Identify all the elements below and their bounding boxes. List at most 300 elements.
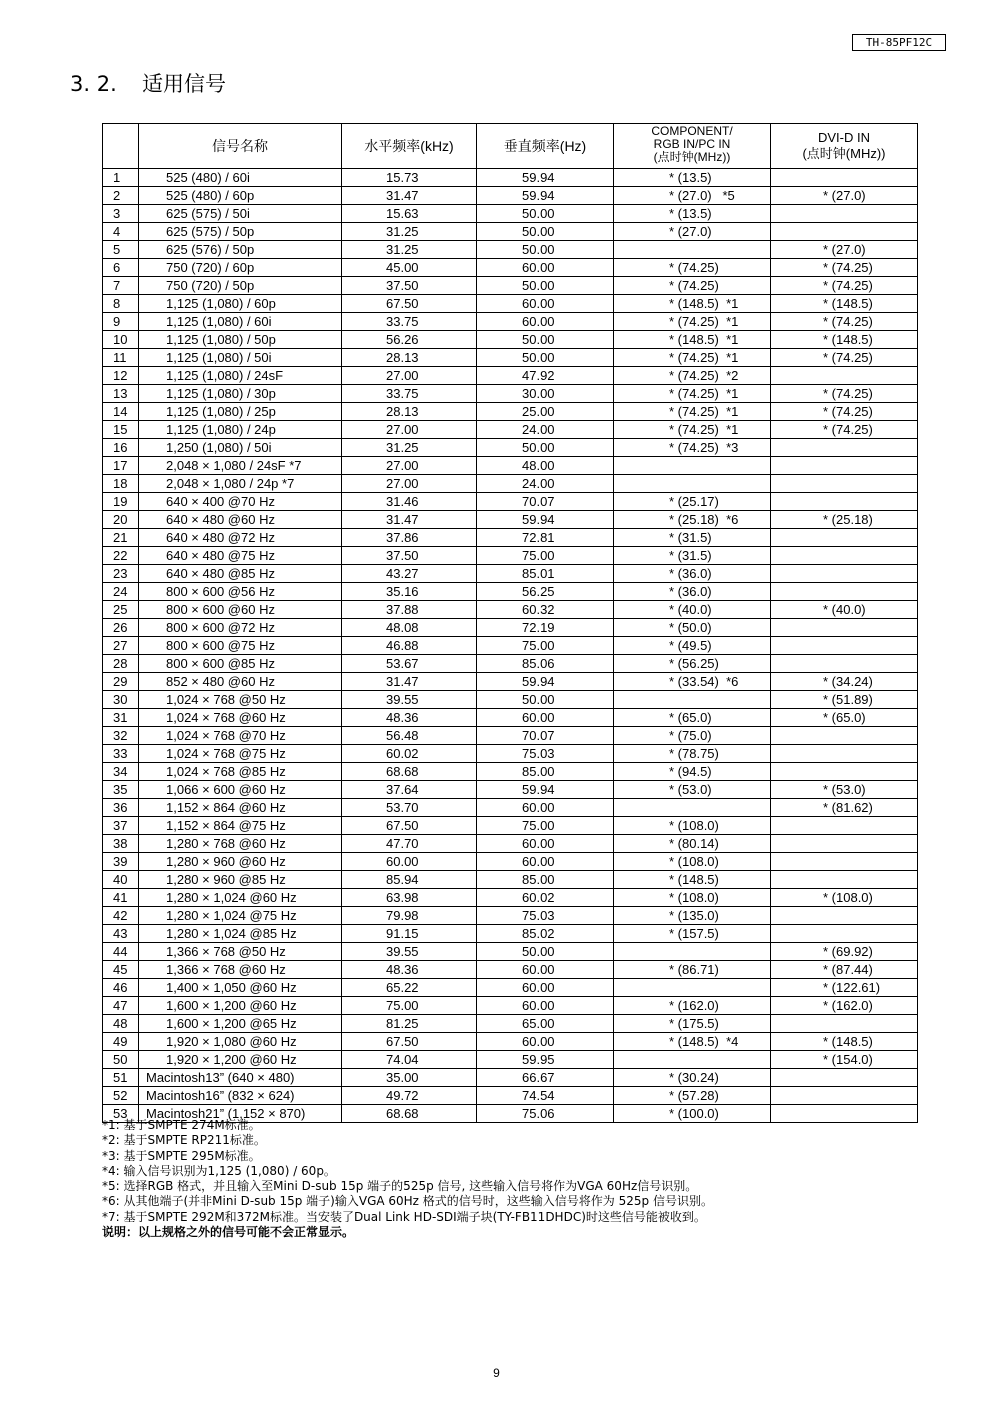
dvi-d-clock — [771, 1069, 918, 1087]
header-number — [103, 124, 139, 169]
signal-name: 1,125 (1,080) / 24sF — [139, 367, 342, 385]
table-row — [103, 601, 918, 619]
component-rgb-clock: * (25.17) — [614, 493, 771, 511]
dvi-d-clock — [771, 205, 918, 223]
horizontal-frequency: 68.68 — [342, 1105, 477, 1123]
row-number: 19 — [103, 493, 139, 511]
signal-name: Macintosh21” (1,152 × 870) — [139, 1105, 342, 1123]
table-row — [103, 439, 918, 457]
signal-name: 800 × 600 @75 Hz — [139, 637, 342, 655]
horizontal-frequency: 37.64 — [342, 781, 477, 799]
vertical-frequency: 48.00 — [477, 457, 614, 475]
signal-name: Macintosh16” (832 × 624) — [139, 1087, 342, 1105]
signal-name: 2,048 × 1,080 / 24sF *7 — [139, 457, 342, 475]
dvi-d-clock — [771, 835, 918, 853]
component-rgb-clock: * (36.0) — [614, 583, 771, 601]
component-rgb-clock: * (33.54) *6 — [614, 673, 771, 691]
table-row — [103, 979, 918, 997]
component-rgb-clock: * (148.5) *1 — [614, 295, 771, 313]
row-number: 52 — [103, 1087, 139, 1105]
table-row — [103, 295, 918, 313]
table-row — [103, 457, 918, 475]
table-row — [103, 871, 918, 889]
dvi-d-clock — [771, 871, 918, 889]
table-row — [103, 673, 918, 691]
row-number: 11 — [103, 349, 139, 367]
dvi-d-clock — [771, 223, 918, 241]
signal-name: 1,125 (1,080) / 60p — [139, 295, 342, 313]
table-row — [103, 655, 918, 673]
horizontal-frequency: 48.36 — [342, 961, 477, 979]
table-row — [103, 421, 918, 439]
signal-name: 1,280 × 960 @85 Hz — [139, 871, 342, 889]
row-number: 13 — [103, 385, 139, 403]
dvi-d-clock — [771, 763, 918, 781]
signal-name: 525 (480) / 60p — [139, 187, 342, 205]
row-number: 39 — [103, 853, 139, 871]
signal-name: 800 × 600 @72 Hz — [139, 619, 342, 637]
row-number: 17 — [103, 457, 139, 475]
row-number: 43 — [103, 925, 139, 943]
table-row — [103, 961, 918, 979]
row-number: 1 — [103, 169, 139, 187]
signal-name: 1,366 × 768 @60 Hz — [139, 961, 342, 979]
vertical-frequency: 60.00 — [477, 313, 614, 331]
dvi-d-clock: * (69.92) — [771, 943, 918, 961]
component-rgb-clock: * (157.5) — [614, 925, 771, 943]
component-rgb-clock: * (74.25) — [614, 259, 771, 277]
row-number: 24 — [103, 583, 139, 601]
horizontal-frequency: 60.00 — [342, 853, 477, 871]
component-rgb-clock: * (148.5) — [614, 871, 771, 889]
vertical-frequency: 75.03 — [477, 907, 614, 925]
component-rgb-clock: * (50.0) — [614, 619, 771, 637]
signal-name: 750 (720) / 50p — [139, 277, 342, 295]
horizontal-frequency: 37.50 — [342, 277, 477, 295]
row-number: 7 — [103, 277, 139, 295]
dvi-d-clock — [771, 655, 918, 673]
component-rgb-clock — [614, 943, 771, 961]
table-row — [103, 205, 918, 223]
horizontal-frequency: 28.13 — [342, 403, 477, 421]
dvi-d-clock: * (27.0) — [771, 241, 918, 259]
horizontal-frequency: 67.50 — [342, 1033, 477, 1051]
signal-name: 1,400 × 1,050 @60 Hz — [139, 979, 342, 997]
table-row — [103, 889, 918, 907]
vertical-frequency: 50.00 — [477, 331, 614, 349]
dvi-d-clock — [771, 907, 918, 925]
table-row — [103, 529, 918, 547]
signal-name: 1,125 (1,080) / 50p — [139, 331, 342, 349]
dvi-d-clock — [771, 583, 918, 601]
vertical-frequency: 70.07 — [477, 727, 614, 745]
dvi-d-clock: * (87.44) — [771, 961, 918, 979]
component-rgb-clock: * (74.25) *1 — [614, 421, 771, 439]
section-heading: 适用信号 — [142, 72, 226, 96]
table-row — [103, 313, 918, 331]
component-rgb-clock — [614, 241, 771, 259]
signal-name: 1,600 × 1,200 @60 Hz — [139, 997, 342, 1015]
vertical-frequency: 60.00 — [477, 295, 614, 313]
row-number: 6 — [103, 259, 139, 277]
horizontal-frequency: 68.68 — [342, 763, 477, 781]
table-row — [103, 637, 918, 655]
table-row — [103, 385, 918, 403]
dvi-d-clock — [771, 547, 918, 565]
row-number: 34 — [103, 763, 139, 781]
component-rgb-clock: * (135.0) — [614, 907, 771, 925]
header-horizontal-frequency: 水平频率(kHz) — [342, 124, 477, 169]
component-rgb-clock: * (74.25) *1 — [614, 403, 771, 421]
footnote: *7: 基于SMPTE 292M和372M标准。当安装了Dual Link HD-SDI端子块(TY-FB11DHDC)时这些信号能被收到。 — [102, 1209, 706, 1224]
row-number: 5 — [103, 241, 139, 259]
dvi-d-clock: * (74.25) — [771, 277, 918, 295]
dvi-d-clock — [771, 817, 918, 835]
horizontal-frequency: 39.55 — [342, 691, 477, 709]
component-rgb-clock: * (31.5) — [614, 529, 771, 547]
signal-name: 1,920 × 1,200 @60 Hz — [139, 1051, 342, 1069]
component-rgb-clock: * (49.5) — [614, 637, 771, 655]
dvi-d-clock: * (25.18) — [771, 511, 918, 529]
signal-name: 1,125 (1,080) / 30p — [139, 385, 342, 403]
row-number: 2 — [103, 187, 139, 205]
table-row — [103, 691, 918, 709]
vertical-frequency: 66.67 — [477, 1069, 614, 1087]
component-rgb-clock: * (74.25) — [614, 277, 771, 295]
signal-name: 1,600 × 1,200 @65 Hz — [139, 1015, 342, 1033]
dvi-d-clock: * (148.5) — [771, 1033, 918, 1051]
signal-name: 1,024 × 768 @60 Hz — [139, 709, 342, 727]
vertical-frequency: 60.00 — [477, 1033, 614, 1051]
row-number: 23 — [103, 565, 139, 583]
row-number: 40 — [103, 871, 139, 889]
row-number: 46 — [103, 979, 139, 997]
dvi-d-clock — [771, 1015, 918, 1033]
dvi-d-clock: * (27.0) — [771, 187, 918, 205]
table-row — [103, 241, 918, 259]
signal-name: 1,152 × 864 @60 Hz — [139, 799, 342, 817]
row-number: 21 — [103, 529, 139, 547]
footnote: *1: 基于SMPTE 274M标准。 — [102, 1118, 261, 1132]
horizontal-frequency: 91.15 — [342, 925, 477, 943]
table-row — [103, 475, 918, 493]
table-row — [103, 583, 918, 601]
horizontal-frequency: 35.16 — [342, 583, 477, 601]
vertical-frequency: 24.00 — [477, 475, 614, 493]
row-number: 36 — [103, 799, 139, 817]
horizontal-frequency: 15.73 — [342, 169, 477, 187]
signal-name: 625 (575) / 50i — [139, 205, 342, 223]
table-row — [103, 817, 918, 835]
horizontal-frequency: 46.88 — [342, 637, 477, 655]
horizontal-frequency: 43.27 — [342, 565, 477, 583]
horizontal-frequency: 81.25 — [342, 1015, 477, 1033]
dvi-d-clock — [771, 565, 918, 583]
component-rgb-clock: * (100.0) — [614, 1105, 771, 1123]
vertical-frequency: 60.00 — [477, 853, 614, 871]
signal-name: 1,280 × 1,024 @60 Hz — [139, 889, 342, 907]
row-number: 37 — [103, 817, 139, 835]
signal-name: Macintosh13” (640 × 480) — [139, 1069, 342, 1087]
component-rgb-clock: * (25.18) *6 — [614, 511, 771, 529]
footnote: *3: 基于SMPTE 295M标准。 — [102, 1148, 261, 1163]
vertical-frequency: 60.00 — [477, 979, 614, 997]
table-body — [103, 169, 918, 1123]
horizontal-frequency: 49.72 — [342, 1087, 477, 1105]
vertical-frequency: 72.81 — [477, 529, 614, 547]
signal-name: 1,125 (1,080) / 60i — [139, 313, 342, 331]
signal-name: 625 (575) / 50p — [139, 223, 342, 241]
vertical-frequency: 30.00 — [477, 385, 614, 403]
row-number: 45 — [103, 961, 139, 979]
row-number: 35 — [103, 781, 139, 799]
component-rgb-clock: * (74.25) *3 — [614, 439, 771, 457]
vertical-frequency: 75.06 — [477, 1105, 614, 1123]
dvi-d-clock: * (162.0) — [771, 997, 918, 1015]
table-row — [103, 907, 918, 925]
horizontal-frequency: 56.26 — [342, 331, 477, 349]
horizontal-frequency: 33.75 — [342, 313, 477, 331]
vertical-frequency: 59.95 — [477, 1051, 614, 1069]
vertical-frequency: 50.00 — [477, 349, 614, 367]
horizontal-frequency: 31.46 — [342, 493, 477, 511]
horizontal-frequency: 31.47 — [342, 673, 477, 691]
horizontal-frequency: 31.25 — [342, 223, 477, 241]
vertical-frequency: 85.01 — [477, 565, 614, 583]
dvi-d-clock — [771, 367, 918, 385]
vertical-frequency: 60.00 — [477, 799, 614, 817]
row-number: 49 — [103, 1033, 139, 1051]
component-rgb-clock — [614, 457, 771, 475]
dvi-d-clock: * (40.0) — [771, 601, 918, 619]
row-number: 16 — [103, 439, 139, 457]
component-rgb-clock: * (86.71) — [614, 961, 771, 979]
row-number: 26 — [103, 619, 139, 637]
horizontal-frequency: 15.63 — [342, 205, 477, 223]
table-row — [103, 403, 918, 421]
signal-name: 1,152 × 864 @75 Hz — [139, 817, 342, 835]
component-rgb-clock: * (53.0) — [614, 781, 771, 799]
signal-name: 1,024 × 768 @70 Hz — [139, 727, 342, 745]
component-rgb-clock: * (36.0) — [614, 565, 771, 583]
component-rgb-clock: * (74.25) *2 — [614, 367, 771, 385]
vertical-frequency: 50.00 — [477, 277, 614, 295]
table-row — [103, 565, 918, 583]
horizontal-frequency: 39.55 — [342, 943, 477, 961]
dvi-d-clock: * (74.25) — [771, 421, 918, 439]
table-row — [103, 745, 918, 763]
signal-name: 640 × 480 @75 Hz — [139, 547, 342, 565]
dvi-d-clock: * (81.62) — [771, 799, 918, 817]
dvi-d-clock — [771, 475, 918, 493]
table-row — [103, 547, 918, 565]
dvi-d-clock — [771, 727, 918, 745]
signal-name: 1,024 × 768 @75 Hz — [139, 745, 342, 763]
signal-name: 800 × 600 @60 Hz — [139, 601, 342, 619]
table-row — [103, 259, 918, 277]
component-rgb-clock: * (13.5) — [614, 205, 771, 223]
vertical-frequency: 72.19 — [477, 619, 614, 637]
dvi-d-clock: * (34.24) — [771, 673, 918, 691]
page-number: 9 — [493, 1366, 500, 1380]
dvi-d-clock: * (65.0) — [771, 709, 918, 727]
table-row — [103, 781, 918, 799]
horizontal-frequency: 33.75 — [342, 385, 477, 403]
dvi-d-clock — [771, 457, 918, 475]
component-rgb-clock: * (56.25) — [614, 655, 771, 673]
dvi-d-clock: * (74.25) — [771, 313, 918, 331]
table-row — [103, 997, 918, 1015]
row-number: 47 — [103, 997, 139, 1015]
horizontal-frequency: 79.98 — [342, 907, 477, 925]
row-number: 20 — [103, 511, 139, 529]
vertical-frequency: 75.00 — [477, 817, 614, 835]
component-rgb-clock: * (108.0) — [614, 853, 771, 871]
component-rgb-clock: * (74.25) *1 — [614, 385, 771, 403]
table-row — [103, 709, 918, 727]
vertical-frequency: 60.00 — [477, 835, 614, 853]
horizontal-frequency: 53.67 — [342, 655, 477, 673]
vertical-frequency: 60.00 — [477, 259, 614, 277]
horizontal-frequency: 31.47 — [342, 187, 477, 205]
row-number: 25 — [103, 601, 139, 619]
dvi-d-clock: * (74.25) — [771, 349, 918, 367]
component-rgb-clock: * (27.0) — [614, 223, 771, 241]
table-row — [103, 493, 918, 511]
footnote-list — [102, 1118, 713, 1225]
component-rgb-clock: * (175.5) — [614, 1015, 771, 1033]
signal-name: 525 (480) / 60i — [139, 169, 342, 187]
vertical-frequency: 60.00 — [477, 961, 614, 979]
dvi-d-clock: * (53.0) — [771, 781, 918, 799]
horizontal-frequency: 28.13 — [342, 349, 477, 367]
row-number: 33 — [103, 745, 139, 763]
table-row — [103, 349, 918, 367]
header-dvi-d: DVI-D IN (点时钟(MHz)) — [771, 124, 918, 169]
horizontal-frequency: 27.00 — [342, 367, 477, 385]
signal-name: 1,125 (1,080) / 25p — [139, 403, 342, 421]
component-rgb-clock: * (108.0) — [614, 817, 771, 835]
footnote: *2: 基于SMPTE RP211标准。 — [102, 1133, 266, 1148]
vertical-frequency: 59.94 — [477, 169, 614, 187]
dvi-d-clock: * (122.61) — [771, 979, 918, 997]
horizontal-frequency: 37.86 — [342, 529, 477, 547]
table-row — [103, 1087, 918, 1105]
table-row — [103, 367, 918, 385]
footnote: *5: 选择RGB 格式，并且输入至Mini D-sub 15p 端子的525p 信号, 这些输入信号将作为VGA 60Hz信号识别。 — [102, 1179, 698, 1194]
signal-name: 1,250 (1,080) / 50i — [139, 439, 342, 457]
signal-name: 800 × 600 @56 Hz — [139, 583, 342, 601]
table-header-row — [103, 124, 918, 169]
row-number: 10 — [103, 331, 139, 349]
vertical-frequency: 59.94 — [477, 511, 614, 529]
vertical-frequency: 60.00 — [477, 709, 614, 727]
signal-name: 1,024 × 768 @85 Hz — [139, 763, 342, 781]
vertical-frequency: 50.00 — [477, 439, 614, 457]
signal-name: 1,125 (1,080) / 24p — [139, 421, 342, 439]
table-row — [103, 925, 918, 943]
vertical-frequency: 85.00 — [477, 871, 614, 889]
dvi-d-clock: * (108.0) — [771, 889, 918, 907]
horizontal-frequency: 37.88 — [342, 601, 477, 619]
header-component-rgb: COMPONENT/ RGB IN/PC IN (点时钟(MHz)) — [614, 124, 771, 169]
header-vertical-frequency: 垂直频率(Hz) — [477, 124, 614, 169]
horizontal-frequency: 63.98 — [342, 889, 477, 907]
row-number: 32 — [103, 727, 139, 745]
component-rgb-clock: * (40.0) — [614, 601, 771, 619]
dvi-d-clock — [771, 619, 918, 637]
horizontal-frequency: 31.47 — [342, 511, 477, 529]
vertical-frequency: 47.92 — [477, 367, 614, 385]
component-rgb-clock — [614, 475, 771, 493]
table-row — [103, 619, 918, 637]
vertical-frequency: 24.00 — [477, 421, 614, 439]
table-row — [103, 943, 918, 961]
horizontal-frequency: 37.50 — [342, 547, 477, 565]
horizontal-frequency: 48.08 — [342, 619, 477, 637]
dvi-d-clock: * (74.25) — [771, 385, 918, 403]
horizontal-frequency: 67.50 — [342, 295, 477, 313]
component-rgb-clock: * (75.0) — [614, 727, 771, 745]
vertical-frequency: 25.00 — [477, 403, 614, 421]
row-number: 4 — [103, 223, 139, 241]
horizontal-frequency: 85.94 — [342, 871, 477, 889]
row-number: 44 — [103, 943, 139, 961]
component-rgb-clock: * (65.0) — [614, 709, 771, 727]
dvi-d-clock: * (74.25) — [771, 259, 918, 277]
vertical-frequency: 85.06 — [477, 655, 614, 673]
vertical-frequency: 75.03 — [477, 745, 614, 763]
horizontal-frequency: 74.04 — [342, 1051, 477, 1069]
row-number: 30 — [103, 691, 139, 709]
dvi-d-clock — [771, 529, 918, 547]
table-row — [103, 169, 918, 187]
signal-name: 625 (576) / 50p — [139, 241, 342, 259]
horizontal-frequency: 47.70 — [342, 835, 477, 853]
component-rgb-clock: * (80.14) — [614, 835, 771, 853]
component-rgb-clock: * (31.5) — [614, 547, 771, 565]
row-number: 12 — [103, 367, 139, 385]
component-rgb-clock: * (94.5) — [614, 763, 771, 781]
table-row — [103, 853, 918, 871]
table-row — [103, 763, 918, 781]
table-row — [103, 511, 918, 529]
horizontal-frequency: 31.25 — [342, 439, 477, 457]
table-row — [103, 1069, 918, 1087]
component-rgb-clock: * (57.28) — [614, 1087, 771, 1105]
dvi-d-clock — [771, 1105, 918, 1123]
signal-table — [102, 123, 918, 1123]
component-rgb-clock: * (13.5) — [614, 169, 771, 187]
component-rgb-clock: * (162.0) — [614, 997, 771, 1015]
row-number: 48 — [103, 1015, 139, 1033]
vertical-frequency: 50.00 — [477, 943, 614, 961]
component-rgb-clock: * (74.25) *1 — [614, 349, 771, 367]
horizontal-frequency: 65.22 — [342, 979, 477, 997]
table-row — [103, 1015, 918, 1033]
signal-name: 640 × 480 @72 Hz — [139, 529, 342, 547]
table-row — [103, 187, 918, 205]
component-rgb-clock — [614, 979, 771, 997]
vertical-frequency: 60.00 — [477, 997, 614, 1015]
section-title — [70, 68, 226, 98]
dvi-d-clock — [771, 169, 918, 187]
dvi-d-clock — [771, 853, 918, 871]
horizontal-frequency: 45.00 — [342, 259, 477, 277]
signal-name: 1,125 (1,080) / 50i — [139, 349, 342, 367]
signal-name: 800 × 600 @85 Hz — [139, 655, 342, 673]
vertical-frequency: 65.00 — [477, 1015, 614, 1033]
